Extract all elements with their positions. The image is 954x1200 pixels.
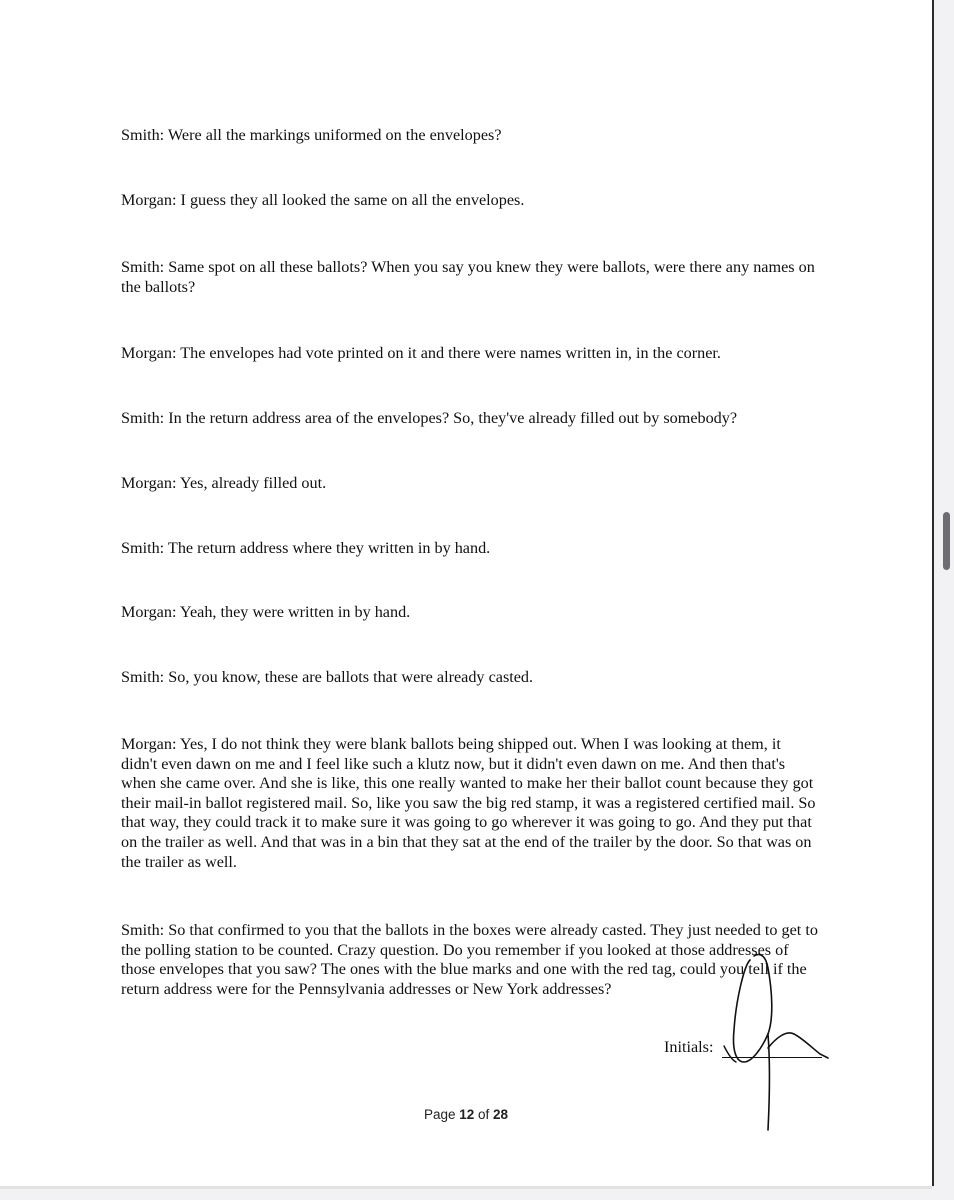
page-number-separator: of	[474, 1107, 494, 1122]
transcript-entry-smith: Smith: The return address where they written in by hand.	[121, 539, 491, 557]
page-number-current: 12	[459, 1107, 475, 1122]
initials-label: Initials:	[664, 1038, 714, 1056]
scrollbar-track[interactable]	[936, 0, 954, 1200]
transcript-entry-smith: Smith: So that confirmed to you that the ballots in the boxes were already casted. They just needed to get to the polling station to be counted. Crazy question. Do you remember if you looked at those addresses of those envelopes that you saw? The ones with the blue marks and one with the red tag, could you tell if the return address were for the Pennsylvania addresses or New York addresses?	[121, 921, 818, 998]
transcript-entry-smith: Smith: In the return address area of the envelopes? So, they've already filled out by somebody?	[121, 409, 738, 427]
transcript-entry-morgan: Morgan: Yes, already filled out.	[121, 474, 327, 492]
page-number	[0, 1107, 932, 1122]
transcript-entry-smith: Smith: Were all the markings uniformed on the envelopes?	[121, 126, 502, 144]
transcript-entry-morgan: Morgan: Yes, I do not think they were blank ballots being shipped out. When I was looking at them, it didn't even dawn on me and I feel like such a klutz now, but it didn't even dawn on me. And then that's when she came over. And she is like, this one really wanted to make her their ballot count because they got their mail-in ballot registered mail. So, like you saw the big red stamp, it was a registered certified mail. So that way, they could track it to make sure it was going to go wherever it was going to go. And they put that on the trailer as well. And that was in a bin that they sat at the end of the trailer by the door. So that was on the trailer as well.	[121, 735, 816, 871]
transcript-entry-smith: Smith: So, you know, these are ballots that were already casted.	[121, 668, 534, 686]
transcript-entry-morgan: Morgan: Yeah, they were written in by hand.	[121, 603, 411, 621]
transcript-entry-morgan: Morgan: I guess they all looked the same on all the envelopes.	[121, 191, 525, 209]
page-bottom-edge	[0, 1186, 932, 1189]
page-number-total: 28	[493, 1107, 509, 1122]
transcript-entry-smith: Smith: Same spot on all these ballots? When you say you knew they were ballots, were there any names on the ballots?	[121, 258, 815, 296]
transcript-entry-morgan: Morgan: The envelopes had vote printed on it and there were names written in, in the corner.	[121, 344, 721, 362]
scrollbar-thumb[interactable]	[943, 512, 950, 570]
page-number-prefix: Page	[423, 1107, 460, 1122]
